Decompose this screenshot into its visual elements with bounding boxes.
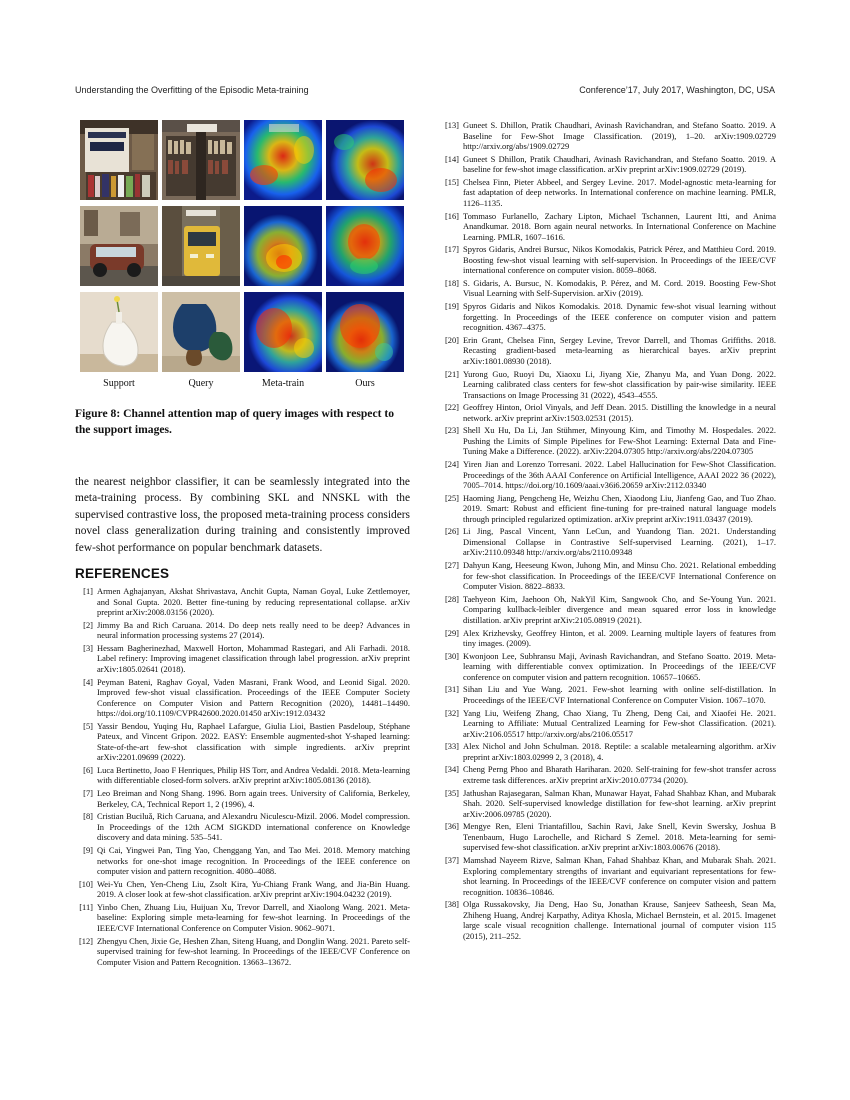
reference-text: Geoffrey Hinton, Oriol Vinyals, and Jeff Dean. 2015. Distilling the knowledge in a neural network. arXiv preprint arXiv:1503.02531 (2015). (463, 402, 776, 423)
reference-entry (75, 643, 410, 675)
reference-entry (441, 335, 776, 367)
reference-text: Zhengyu Chen, Jixie Ge, Heshen Zhan, Siteng Huang, and Donglin Wang. 2021. Pareto self-supervised training for few-shot learning. In Proceedings of the IEEE/CVF Conference on Computer Vision and Pattern Recognition. 13663–13672. (97, 935, 410, 967)
reference-text: Mengye Ren, Eleni Triantafillou, Sachin Ravi, Jake Snell, Kevin Swersky, Joshua B Tenenbaum, Hugo Larochelle, and Richard S Zemel. 2018. Meta-learning for semi-supervised few-shot classification. arXiv preprint arXiv:1803.00676 (2018). (463, 821, 776, 853)
reference-entry (441, 764, 776, 785)
reference-text: Yurong Guo, Ruoyi Du, Xiaoxu Li, Jiyang Xie, Zhanyu Ma, and Yuan Dong. 2022. Learning calibrated class centers for few-shot classification by pair-wise similarity. IEEE Transactions on Image Processing 31 (2022), 4543–4555. (463, 368, 776, 400)
reference-entry (441, 651, 776, 683)
reference-number: [15] (444, 176, 459, 187)
column-label-ours: Ours (355, 378, 375, 389)
reference-text: Tommaso Furlanello, Zachary Lipton, Michael Tschannen, Laurent Itti, and Anima Anandkumar. 2018. Born again neural networks. In International Conference on Machine Learning. PMLR, 1607–1616. (463, 210, 776, 242)
support-image-vase (80, 292, 158, 372)
reference-entry (441, 211, 776, 243)
reference-entry (75, 620, 410, 641)
attention-map-figure (80, 120, 404, 390)
reference-number: [24] (444, 459, 459, 470)
reference-number: [18] (444, 277, 459, 288)
reference-entry (441, 278, 776, 299)
reference-entry (75, 721, 410, 763)
reference-number: [3] (83, 642, 93, 653)
reference-text: Yassir Bendou, Yuqing Hu, Raphael Lafargue, Giulia Lioi, Bastien Pasdeloup, Stéphane Pateux, and Vincent Gripon. 2022. EASY: Ensemble augmented-shot Y-shaped learning: State-of-the-art few-shot classification with simple ingredients. arXiv preprint arXiv:2201.09699 (2022). (97, 720, 410, 763)
reference-number: [19] (444, 301, 459, 312)
ours-attention-bookstore (326, 120, 404, 200)
reference-text: Spyros Gidaris and Nikos Komodakis. 2018. Dynamic few-shot visual learning without forgetting. In Proceedings of the IEEE conference on computer vision and pattern recognition. 4367–4375. (463, 301, 776, 333)
reference-entry (441, 899, 776, 941)
references-list-left (75, 586, 410, 969)
query-image-bookstore (162, 120, 240, 200)
reference-entry (441, 493, 776, 525)
conclusion-paragraph: the nearest neighbor classifier, it can be seamlessly integrated into the meta-training process. By combining SKL and NNSKL with the supervised contrastive loss, the proposed meta-training process considers novel class generalization during training and consistently improved few-shot performance on popular benchmark datasets. (75, 476, 410, 554)
meta-train-attention-bookstore (244, 120, 322, 200)
reference-text: Olga Russakovsky, Jia Deng, Hao Su, Jonathan Krause, Sanjeev Satheesh, Sean Ma, Zhiheng Huang, Andrej Karpathy, Aditya Khosla, Michael Bernstein, et al. 2015. Imagenet large scale visual recognition challenge. International journal of computer vision 115 (2015), 211–252. (463, 899, 776, 941)
reference-number: [4] (83, 676, 93, 687)
reference-text: Mamshad Nayeem Rizve, Salman Khan, Fahad Shahbaz Khan, and Mubarak Shah. 2021. Exploring complementary strengths of invariant and equivariant representations for few-shot learning. In Proceedings of the IEEE/CVF conference on computer vision and pattern recognition. 10836–10846. (463, 855, 776, 897)
reference-number: [9] (83, 845, 93, 855)
reference-text: Cheng Perng Phoo and Bharath Hariharan. 2020. Self-training for few-shot transfer across extreme task differences. arXiv preprint arXiv:2010.07734 (2020). (463, 764, 776, 785)
reference-text: Chelsea Finn, Pieter Abbeel, and Sergey Levine. 2017. Model-agnostic meta-learning for fast adaptation of deep networks. In International conference on machine learning. PMLR, 1126–1135. (463, 176, 776, 208)
reference-entry (75, 811, 410, 843)
reference-entry (441, 855, 776, 897)
reference-entry (441, 526, 776, 558)
reference-entry (441, 560, 776, 592)
running-header-venue: Conference’17, July 2017, Washington, DC, USA (579, 85, 775, 95)
reference-entry (441, 821, 776, 853)
reference-text: Cristian Buciluǎ, Rich Caruana, and Alexandru Niculescu-Mizil. 2006. Model compression. In Proceedings of the 12th ACM SIGKDD international conference on Knowledge discovery and data mining. 535–541. (97, 811, 410, 843)
reference-text: Jimmy Ba and Rich Caruana. 2014. Do deep nets really need to be deep? Advances in neural information processing systems 27 (2014). (97, 619, 410, 641)
reference-entry (441, 301, 776, 333)
reference-entry (441, 120, 776, 152)
support-image-bookstore (80, 120, 158, 200)
reference-text: Alex Nichol and John Schulman. 2018. Reptile: a scalable metalearning algorithm. arXiv preprint arXiv:1803.02999 2, 3 (2018), 4. (463, 741, 776, 762)
reference-entry (441, 741, 776, 762)
reference-entry (441, 788, 776, 820)
ours-attention-vases (326, 292, 404, 372)
reference-number: [35] (444, 787, 459, 798)
column-label-query: Query (188, 378, 214, 389)
reference-text: S. Gidaris, A. Bursuc, N. Komodakis, P. Pérez, and M. Cord. 2019. Boosting Few-Shot Visual Learning with Self-Supervision. arXiv (2019). (463, 277, 776, 299)
reference-entry (441, 369, 776, 401)
references-list-right (441, 120, 776, 943)
reference-number: [36] (444, 821, 459, 832)
reference-entry (441, 425, 776, 457)
reference-number: [7] (83, 788, 93, 799)
reference-text: Luca Bertinetto, Joao F Henriques, Philip HS Torr, and Andrea Vedaldi. 2018. Meta-learning with differentiable closed-form solvers. arXiv preprint arXiv:1805.08136 (2018). (97, 764, 410, 786)
reference-number: [21] (444, 368, 459, 379)
reference-number: [23] (444, 425, 459, 436)
reference-entry (75, 765, 410, 786)
reference-text: Guneet S. Dhillon, Pratik Chaudhari, Avinash Ravichandran, and Stefano Soatto. 2019. A Baseline for Few-Shot Image Classification. (2019), 1–20. arXiv:1909.02729 http://arxiv.org/abs/1909.02729 (463, 120, 776, 151)
reference-text: Armen Aghajanyan, Akshat Shrivastava, Anchit Gupta, Naman Goyal, Luke Zettlemoyer, and Sonal Gupta. 2020. Better fine-tuning by reducing representational collapse. arXiv preprint arXiv:2008.03156 (2020). (97, 586, 410, 617)
meta-train-attention-vases (244, 292, 322, 372)
running-header-title: Understanding the Overfitting of the Episodic Meta-training (75, 85, 309, 95)
reference-entry (441, 628, 776, 649)
query-image-vases (162, 292, 240, 372)
reference-number: [28] (444, 593, 459, 604)
reference-number: [10] (78, 878, 93, 889)
reference-text: Guneet S Dhillon, Pratik Chaudhari, Avinash Ravichandran, and Stefano Soatto. 2019. A baseline for few-shot image classification. arXiv preprint arXiv:1909.02729 (2019). (463, 153, 776, 175)
reference-number: [26] (444, 526, 459, 537)
reference-entry (441, 244, 776, 276)
reference-entry (75, 845, 410, 877)
reference-number: [33] (444, 741, 459, 752)
reference-text: Yiren Jian and Lorenzo Torresani. 2022. Label Hallucination for Few-Shot Classification. Proceedings of the 36th AAAI Conference on Artificial Intelligence, AAAI 2022 36 (2022), 7005–7014. https://doi.org/10.1609/aaai.v36i6.20659 arXiv:2112.03340 (463, 459, 776, 491)
reference-text: Leo Breiman and Nong Shang. 1996. Born again trees. University of California, Berkeley, Berkeley, CA, Technical Report 1, 2 (1996), 4. (97, 788, 410, 809)
reference-number: [37] (444, 855, 459, 865)
reference-number: [6] (83, 764, 93, 775)
reference-text: Yang Liu, Weifeng Zhang, Chao Xiang, Tu Zheng, Deng Cai, and Xiaofei He. 2021. Learning to Affiliate: Mutual Centralized Learning for Few-shot Classification. (2021). arXiv:2106.05517 http://arxiv.org/abs/2106.05517 (463, 707, 776, 739)
reference-entry (441, 154, 776, 175)
reference-entry (441, 708, 776, 740)
reference-number: [13] (444, 120, 459, 130)
meta-train-attention-bus (244, 206, 322, 286)
figure-row-bookstore (80, 120, 404, 200)
ours-attention-bus (326, 206, 404, 286)
reference-number: [12] (78, 935, 93, 946)
reference-entry (75, 879, 410, 900)
reference-number: [32] (444, 707, 459, 718)
reference-number: [1] (83, 586, 93, 596)
column-label-meta-train: Meta-train (261, 378, 305, 389)
reference-text: Wei-Yu Chen, Yen-Cheng Liu, Zsolt Kira, Yu-Chiang Frank Wang, and Jia-Bin Huang. 2019. A closer look at few-shot classification. arXiv preprint arXiv:1904.04232 (2019). (97, 878, 410, 900)
reference-number: [27] (444, 560, 459, 571)
reference-entry (441, 684, 776, 705)
reference-entry (75, 788, 410, 809)
reference-number: [25] (444, 492, 459, 503)
reference-text: Li Jing, Pascal Vincent, Yann LeCun, and Yuandong Tian. 2021. Understanding Dimensional Collapse in Contrastive Self-supervised Learning. (2021), 1–17. arXiv:2110.09348 http://arxiv.org/abs/2110.09348 (463, 526, 776, 558)
reference-text: Dahyun Kang, Heeseung Kwon, Juhong Min, and Minsu Cho. 2021. Relational embedding for few-shot classification. In Proceedings of the IEEE/CVF International Conference on Computer Vision. 8822–8833. (463, 560, 776, 592)
reference-text: Kwonjoon Lee, Subhransu Maji, Avinash Ravichandran, and Stefano Soatto. 2019. Meta-learning with differentiable convex optimization. In Proceedings of the IEEE/CVF conference on computer vision and pattern recognition. 10657–10665. (463, 650, 776, 682)
reference-text: Alex Krizhevsky, Geoffrey Hinton, et al. 2009. Learning multiple layers of features from tiny images. (2009). (463, 627, 776, 648)
reference-entry (441, 177, 776, 209)
reference-number: [14] (444, 153, 459, 164)
reference-number: [29] (444, 627, 459, 638)
reference-text: Erin Grant, Chelsea Finn, Sergey Levine, Trevor Darrell, and Thomas Griffiths. 2018. Recasting gradient-based meta-learning as hierarchical bayes. arXiv preprint arXiv:1801.08930 (2018). (463, 334, 776, 366)
reference-number: [11] (79, 901, 93, 912)
reference-number: [17] (444, 244, 459, 255)
reference-text: Jathushan Rajasegaran, Salman Khan, Munawar Hayat, Fahad Shahbaz Khan, and Mubarak Shah. 2020. Self-supervised knowledge distillation for few-shot learning. arXiv preprint arXiv:2006.09785 (2020). (463, 787, 776, 819)
reference-number: [20] (444, 334, 459, 345)
reference-text: Taehyeon Kim, Jaehoon Oh, NakYil Kim, Sangwook Cho, and Se-Young Yun. 2021. Comparing kullback-leibler divergence and mean squared error loss in knowledge distillation. arXiv preprint arXiv:2105.08919 (2021). (463, 593, 776, 625)
column-label-support: Support (103, 378, 135, 389)
reference-entry (441, 594, 776, 626)
reference-entry (75, 677, 410, 719)
reference-number: [2] (83, 619, 93, 630)
reference-text: Qi Cai, Yingwei Pan, Ting Yao, Chenggang Yan, and Tao Mei. 2018. Memory matching networks for one-shot image recognition. In Proceedings of the IEEE conference on computer vision and pattern recognition. 4080–4088. (97, 845, 410, 876)
reference-entry (75, 936, 410, 968)
reference-entry (75, 902, 410, 934)
figure-caption: Figure 8: Channel attention map of query images with respect to the support images. (75, 407, 395, 436)
figure-row-street (80, 206, 404, 286)
reference-text: Haoming Jiang, Pengcheng He, Weizhu Chen, Xiaodong Liu, Jianfeng Gao, and Tuo Zhao. 2019. Smart: Robust and efficient fine-tuning for pre-trained natural language models through principled regularized optimization. arXiv preprint arXiv:1911.03437 (2019). (463, 492, 776, 524)
reference-number: [8] (83, 811, 93, 822)
query-image-bus (162, 206, 240, 286)
reference-text: Yinbo Chen, Zhuang Liu, Huijuan Xu, Trevor Darrell, and Xiaolong Wang. 2021. Meta-baseline: Exploring simple meta-learning for few-shot learning. In Proceedings of the IEEE/CVF International Conference on Computer Vision. 9062–9071. (97, 901, 410, 933)
reference-number: [30] (444, 650, 459, 661)
reference-number: [38] (444, 899, 459, 910)
figure-row-vase (80, 292, 404, 372)
references-heading: REFERENCES (75, 566, 170, 581)
reference-entry (75, 586, 410, 618)
reference-number: [34] (444, 764, 459, 775)
support-image-car (80, 206, 158, 286)
reference-text: Sihan Liu and Yue Wang. 2021. Few-shot learning with online self-distillation. In Proceedings of the IEEE/CVF International Conference on Computer Vision. 1067–1070. (463, 684, 776, 705)
reference-entry (441, 459, 776, 491)
reference-text: Peyman Bateni, Raghav Goyal, Vaden Masrani, Frank Wood, and Leonid Sigal. 2020. Improved few-shot visual classification. Proceedings of the IEEE Computer Society Conference on Computer Vision and Pattern Recognition (2020), 14481–14490. https://doi.org/10.1109/CVPR42600.2020.01450 arXiv:1912.03432 (97, 676, 410, 719)
reference-text: Spyros Gidaris, Andrei Bursuc, Nikos Komodakis, Patrick Pérez, and Matthieu Cord. 2019. Boosting few-shot visual learning with self-supervision. In Proceedings of the IEEE/CVF international conference on computer vision. 8059–8068. (463, 244, 776, 276)
reference-text: Hessam Bagherinezhad, Maxwell Horton, Mohammad Rastegari, and Ali Farhadi. 2018. Label refinery: Improving imagenet classification through label progression. arXiv preprint arXiv:1805.02641 (2018). (97, 642, 410, 674)
reference-number: [22] (444, 402, 459, 413)
reference-number: [31] (444, 684, 459, 695)
reference-number: [16] (444, 210, 459, 221)
reference-text: Shell Xu Hu, Da Li, Jan Stühmer, Minyoung Kim, and Timothy M. Hospedales. 2022. Pushing the Limits of Simple Pipelines for Few-Shot Learning: External Data and Fine-Tuning Make a Difference. (2022). arXiv:2204.07305 http://arxiv.org/abs/2204.07305 (463, 425, 776, 457)
reference-entry (441, 402, 776, 423)
reference-number: [5] (83, 720, 93, 731)
